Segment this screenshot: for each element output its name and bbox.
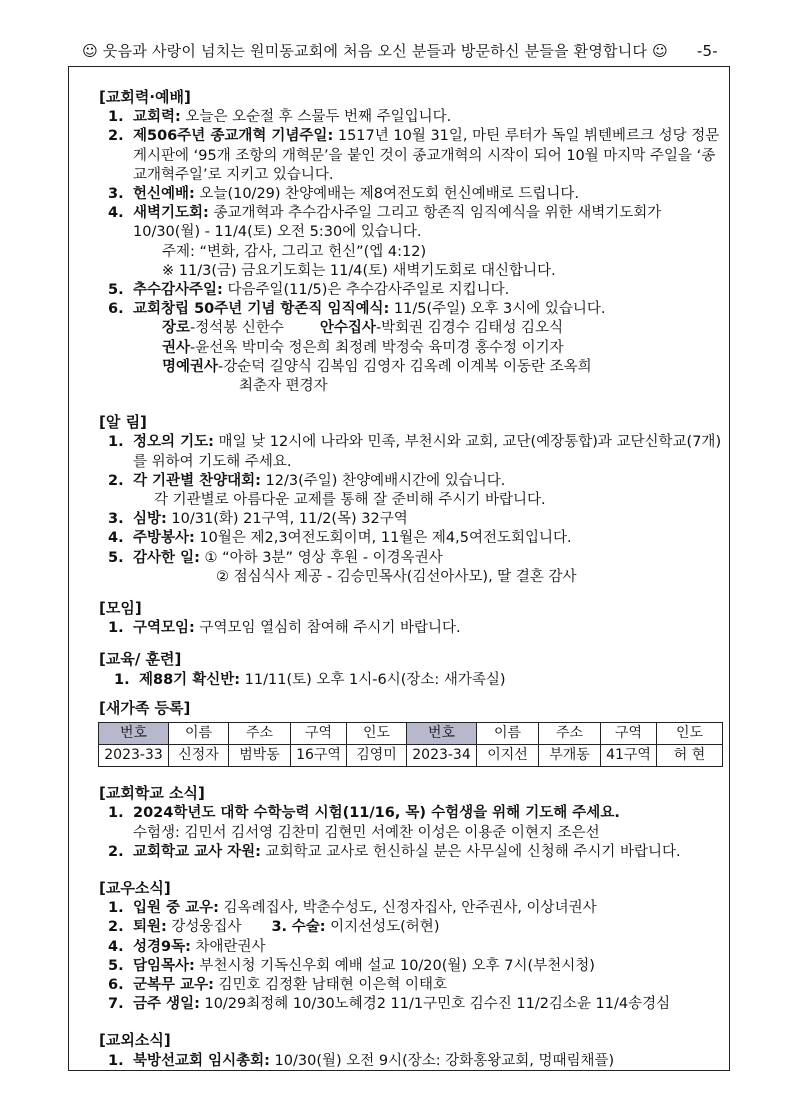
table-header-cell: 구역 <box>291 723 347 745</box>
list-item: 5. 추수감사주일: 다음주일(11/5)은 추수감사주일로 지킵니다. <box>108 282 510 299</box>
bulletin-content <box>99 88 722 1071</box>
section-title: [새가족 등록] <box>99 698 191 717</box>
table-header-cell: 이름 <box>477 723 539 745</box>
section-title: [교육/ 훈련] <box>99 650 182 669</box>
dawn-theme: 주제: “변화, 감사, 그리고 헌신”(엡 4:12) <box>162 243 427 260</box>
list-item: 6. 군복무 교우: 김민호 김정환 남태현 이은혁 이태호 <box>108 976 448 993</box>
page-number: -5- <box>696 42 718 60</box>
choir-note: 각 기관별로 아름다운 교제를 통해 잘 준비해 주시기 바랍니다. <box>154 492 546 509</box>
list-item: 1. 2024학년도 대학 수학능력 시험(11/16, 목) 수험생을 위해 기도해 주세요. <box>108 805 620 822</box>
table-row <box>99 745 723 767</box>
table-cell: 2023-33 <box>99 745 169 767</box>
table-cell: 2023-34 <box>407 745 477 767</box>
table-cell: 41구역 <box>601 745 657 767</box>
table-header-cell: 번호 <box>99 723 169 745</box>
ordination-elders: 장로-정석봉 신한수 안수집사-박회권 김경수 김태성 김오식 <box>162 320 564 337</box>
table-cell: 16구역 <box>291 745 347 767</box>
section-training <box>99 650 722 689</box>
section-title: [알 림] <box>99 413 147 432</box>
registration-table <box>98 722 723 767</box>
thanks-item-2: ② 점심식사 제공 - 김승민목사(김선아사모), 딸 결혼 감사 <box>216 568 577 585</box>
section-title: [교외소식] <box>99 1031 171 1050</box>
table-cell: 이지선 <box>477 745 539 767</box>
dawn-note: ※ 11/3(금) 금요기도회는 11/4(토) 새벽기도회로 대신합니다. <box>162 262 556 279</box>
table-header-cell: 구역 <box>601 723 657 745</box>
list-item: 1. 구역모임: 구역모임 열심히 참여해 주시기 바랍니다. <box>108 620 461 637</box>
table-cell: 범박동 <box>229 745 291 767</box>
list-item: 4. 새벽기도회: 종교개혁과 추수감사주일 그리고 항존직 임직예식을 위한 새벽기도회가 10/30(월) - 11/4(토) 오전 5:30에 있습니다. <box>108 205 662 241</box>
section-school <box>99 784 722 862</box>
list-item: 4. 주방봉사: 10월은 제2,3여전도회이며, 11월은 제4,5여전도회입니다. <box>108 530 572 547</box>
section-external <box>99 1031 722 1070</box>
table-header-cell: 이름 <box>169 723 229 745</box>
list-item: 2. 퇴원: 강성웅집사 3. 수술: 이지선성도(허현) <box>108 919 440 936</box>
table-header-cell: 주소 <box>229 723 291 745</box>
ordination-honorary-cont: 최춘자 편경자 <box>239 378 328 395</box>
table-cell: 신정자 <box>169 745 229 767</box>
list-item: 1. 북방선교회 임시총회: 10/30(월) 오전 9시(장소: 강화홍왕교회, 멍때림채플) <box>108 1052 615 1069</box>
section-meeting <box>99 599 722 638</box>
table-cell: 허 현 <box>657 745 723 767</box>
list-item: 6. 교회창립 50주년 기념 항존직 임직예식: 11/5(주일) 오후 3시에 있습니다. <box>108 301 606 318</box>
table-cell: 부개동 <box>539 745 601 767</box>
list-item: 3. 헌신예배: 오늘(10/29) 찬양예배는 제8여전도회 헌신예배로 드립니다. <box>108 186 579 203</box>
table-cell: 김영미 <box>347 745 407 767</box>
list-item: 2. 교회학교 교사 자원: 교회학교 교사로 헌신하실 분은 사무실에 신청해 주시기 바랍니다. <box>108 843 681 860</box>
list-item: 1. 정오의 기도: 매일 낮 12시에 나라와 민족, 부천시와 교회, 교단(예장통합)과 교단신학교(7개)를 위하여 기도해 주세요. <box>108 434 722 470</box>
section-title: [교우소식] <box>99 878 171 897</box>
section-title: [모임] <box>99 599 142 618</box>
section-members <box>99 878 722 1014</box>
ordination-honorary: 명예권사-강순덕 길양식 김복임 김영자 김옥례 이계복 이동란 조옥희 <box>162 358 592 375</box>
welcome-text: ☺ 웃음과 사랑이 넘치는 원미동교회에 처음 오신 분들과 방문하신 분들을 환영합니다 ☺ <box>82 42 668 60</box>
table-header-cell: 번호 <box>407 723 477 745</box>
section-registration <box>99 698 722 767</box>
table-header-row <box>99 723 723 745</box>
list-item: 2. 제506주년 종교개혁 기념주일: 1517년 10월 31일, 마틴 루터가 독일 뷔텐베르크 성당 정문 게시판에 ‘95개 조항의 개혁문’을 붙인 것이 종교개혁의 시작이 되어 10월 마지막 주일을 ‘종교개혁주일’로 지키고 있습니다. <box>108 128 720 183</box>
page-header <box>0 40 800 61</box>
list-item: 1. 제88기 확신반: 11/11(토) 오후 1시-6시(장소: 새가족실) <box>114 671 506 688</box>
ordination-deaconesses: 권사-윤선옥 박미숙 정은희 최정례 박정숙 육미경 홍수정 이기자 <box>162 339 564 356</box>
list-item: 2. 각 기관별 찬양대회: 12/3(주일) 찬양예배시간에 있습니다. <box>108 472 506 489</box>
list-item: 5. 담임목사: 부천시청 기독신우회 예배 설교 10/20(월) 오후 7시(부천시청) <box>108 957 595 974</box>
table-header-cell: 인도 <box>347 723 407 745</box>
section-title: [교회학교 소식] <box>99 784 205 803</box>
section-title: [교회력·예배] <box>99 88 191 106</box>
list-item: 4. 성경9독: 차애란권사 <box>108 938 266 955</box>
list-item: 7. 금주 생일: 10/29최정혜 10/30노혜경2 11/1구민호 김수진 11/2김소윤 11/4송경심 <box>108 996 671 1013</box>
list-item: 3. 심방: 10/31(화) 21구역, 11/2(목) 32구역 <box>108 511 408 528</box>
list-item: 1. 입원 중 교우: 김옥례집사, 박춘수성도, 신정자집사, 안주권사, 이상녀권사 <box>108 900 597 917</box>
section-calendar <box>99 88 722 396</box>
section-notice <box>99 413 722 587</box>
table-header-cell: 주소 <box>539 723 601 745</box>
students-list: 수험생: 김민서 김서영 김찬미 김현민 서예찬 이성은 이용준 이현지 조은선 <box>133 824 600 841</box>
list-item: 5. 감사한 일: ① “아하 3분” 영상 후원 - 이경옥권사 <box>108 549 443 566</box>
table-header-cell: 인도 <box>657 723 723 745</box>
list-item: 1. 교회력: 오늘은 오순절 후 스물두 번째 주일입니다. <box>108 109 452 126</box>
